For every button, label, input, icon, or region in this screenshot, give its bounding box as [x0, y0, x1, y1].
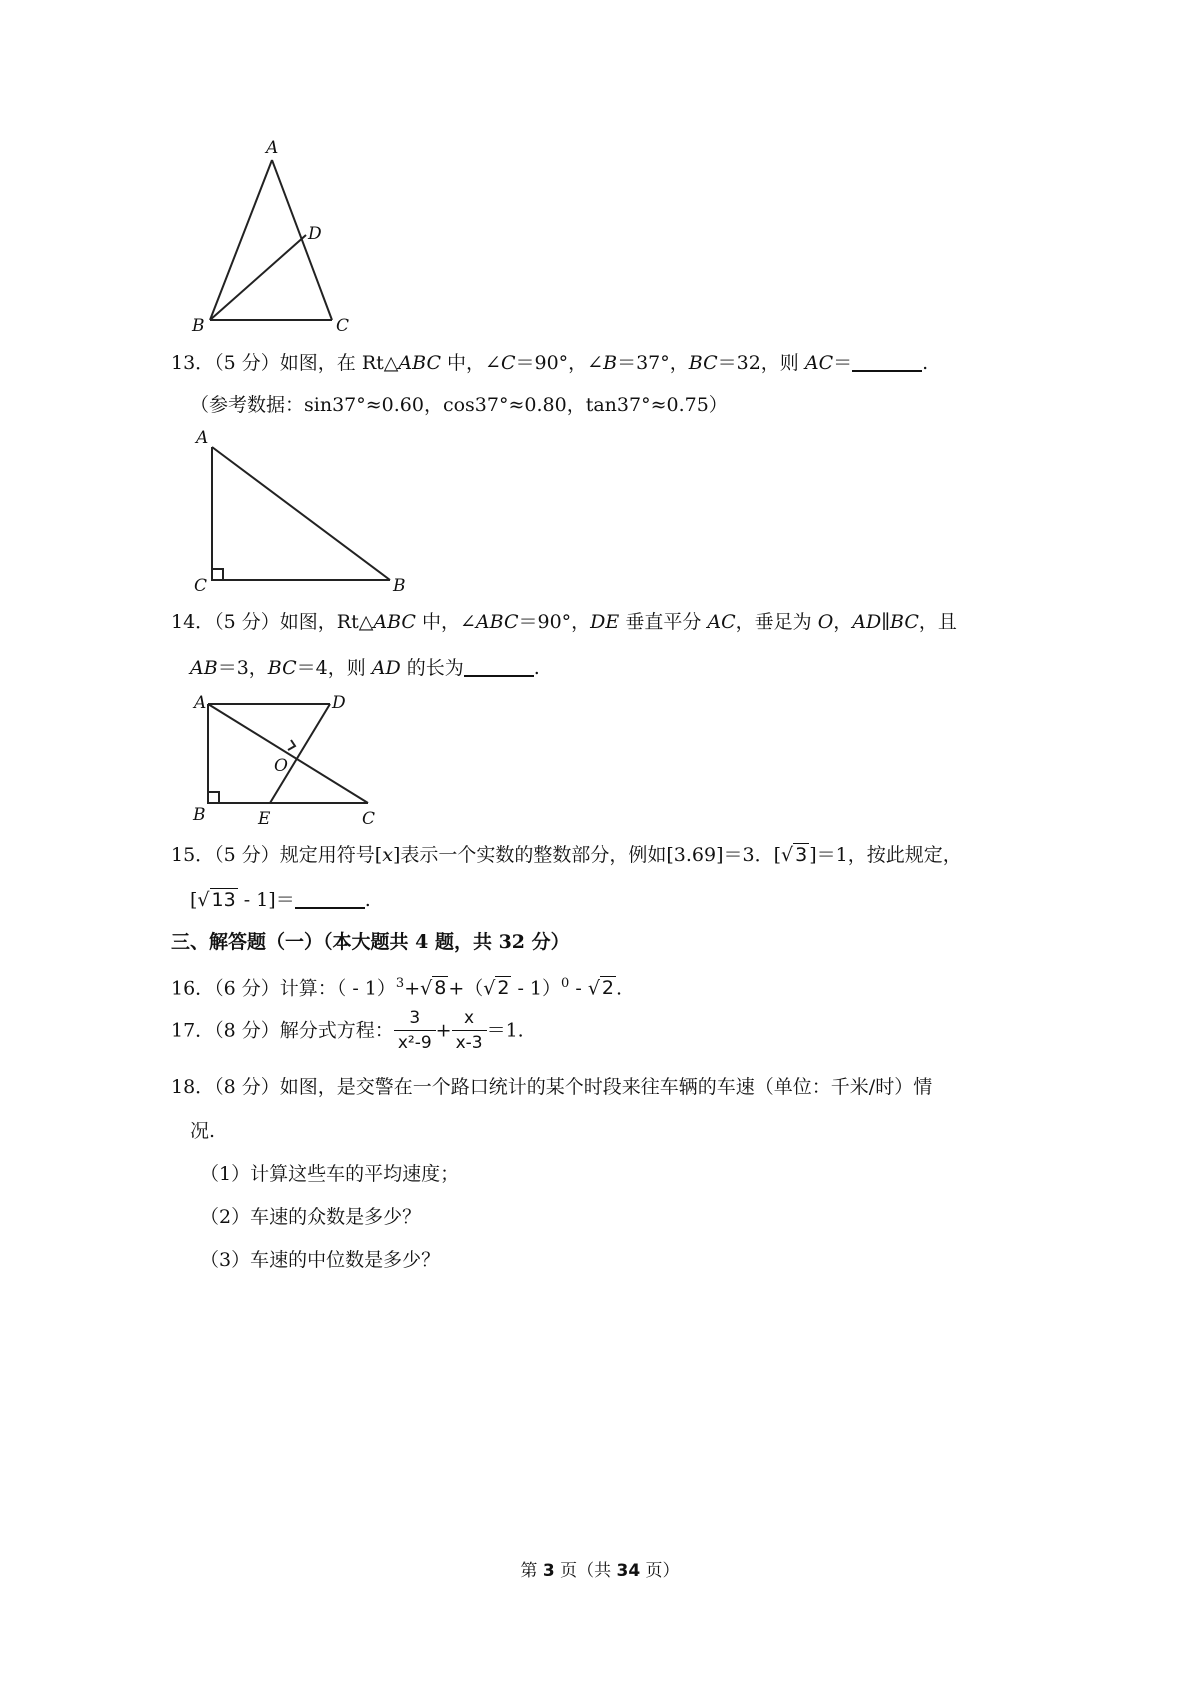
q13-line: 13．（5 分）如图，在 Rt△ABC 中，∠C＝90°，∠B＝37°，BC＝32，则 AC＝ .: [171, 352, 929, 374]
q14-line2: AB＝3，BC＝4，则 AD 的长为 .: [190, 657, 540, 679]
figure-right-triangle: [190, 425, 415, 595]
label-c: C: [362, 809, 376, 828]
sqrt-expression: √ 2: [483, 977, 510, 1000]
fraction: $\frac{x}{x-3}$: [452, 1008, 487, 1054]
page-footer: 第 3 页（共 34 页）: [520, 1561, 680, 1581]
label-a: A: [196, 428, 209, 448]
q13-reference: （参考数据：sin37°≈0.60，cos37°≈0.80，tan37°≈0.75）: [190, 394, 728, 416]
fraction: $\frac{3}{\text{x²-9}}$: [394, 1008, 436, 1054]
label-b: B: [192, 316, 205, 336]
sqrt-expression: √ 13: [197, 889, 236, 911]
q18-sub3: （3）车速的中位数是多少？: [200, 1249, 441, 1271]
q18-sub2: （2）车速的众数是多少？: [200, 1206, 422, 1228]
q17-line: 17．（8 分）解分式方程： $\frac{3}{\text{x²-9}}$ + $\frac{x}{x-3}$ ＝1.: [171, 1008, 524, 1054]
q14-line1: 14．（5 分）如图，Rt△ABC 中，∠ABC＝90°，DE 垂直平分 AC，垂足为 O，AD∥BC，且: [171, 611, 957, 633]
label-b: B: [393, 576, 406, 595]
sqrt-expression: √ 8: [420, 977, 447, 1000]
label-b: B: [193, 805, 206, 825]
q15-line1: 15．（5 分）规定用符号[x]表示一个实数的整数部分，例如[3.69]＝3．[√ 3 ]＝1，按此规定，: [171, 844, 962, 866]
answer-blank: [295, 889, 365, 909]
sqrt-expression: √ 2: [587, 977, 615, 1000]
label-a: A: [194, 693, 207, 713]
label-o: O: [274, 756, 288, 776]
q18-sub1: （1）计算这些车的平均速度；: [200, 1163, 460, 1185]
label-a: A: [266, 138, 279, 158]
label-c: C: [194, 576, 208, 595]
label-c: C: [336, 316, 350, 336]
q18-line1: 18．（8 分）如图，是交警在一个路口统计的某个时段来往车辆的车速（单位：千米/时）情: [171, 1076, 933, 1098]
label-e: E: [258, 809, 271, 828]
q16-line: 16．（6 分）计算：（ - 1）$^3$+√ 8 +（√ 2 - 1）$^0$ - √ 2 .: [171, 976, 623, 1000]
figure-triangle-abd: [190, 135, 370, 340]
label-d: D: [308, 224, 322, 244]
label-d: D: [332, 693, 346, 713]
section-heading: 三、解答题（一）（本大题共 4 题，共 32 分）: [171, 931, 570, 953]
answer-blank: [464, 657, 534, 677]
figure-perpendicular-bisector: [190, 688, 390, 828]
q15-line2: [√ 13 - 1]＝ .: [190, 889, 371, 911]
answer-blank: [852, 352, 922, 372]
sqrt-expression: √ 3: [780, 844, 808, 866]
q18-line2: 况.: [190, 1120, 216, 1142]
